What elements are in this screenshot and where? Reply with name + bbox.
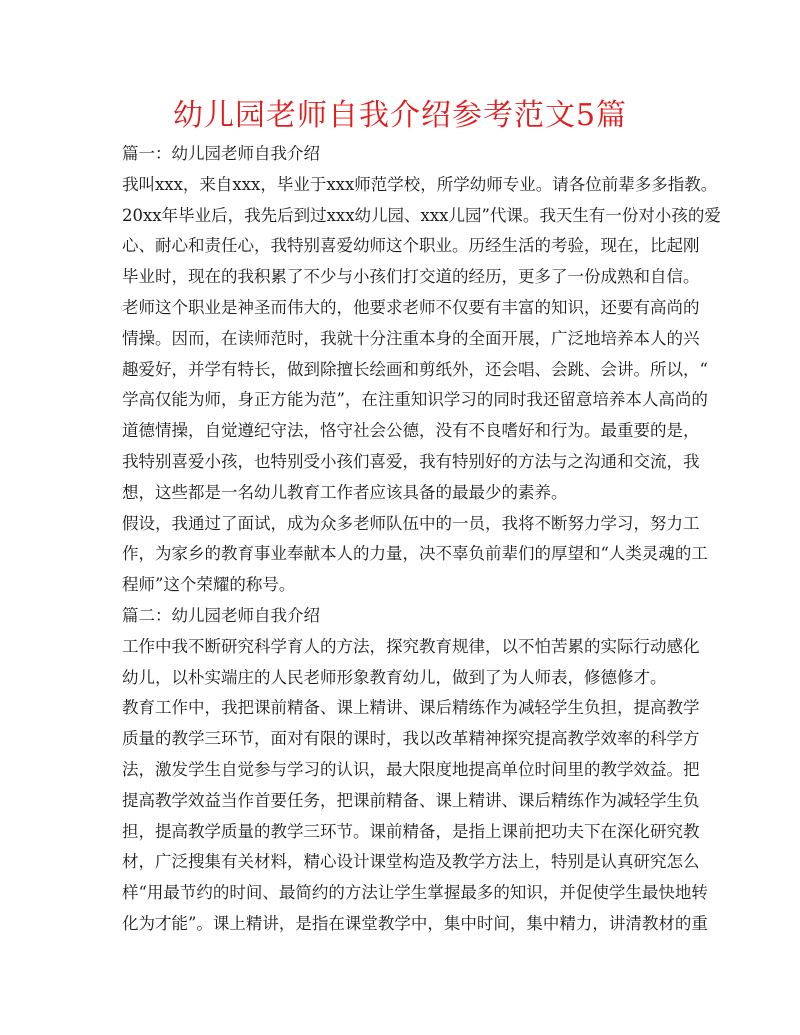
paragraph-line: 老师这个职业是神圣而伟大的，他要求老师不仅要有丰富的知识，还要有高尚的: [122, 297, 700, 317]
section-heading: 篇一：幼儿园老师自我介绍: [122, 144, 320, 163]
paragraph-line: 想，这些都是一名幼儿教育工作者应该具备的最最少的素养。: [122, 482, 568, 502]
paragraph-line: 情操。因而，在读师范时，我就十分注重本身的全面开展，广泛地培养本人的兴: [122, 328, 700, 348]
paragraph-line: 趣爱好，并学有特长，做到除擅长绘画和剪纸外，还会唱、会跳、会讲。所以，“: [122, 359, 708, 379]
paragraph-line: 质量的教学三环节，面对有限的课时，我以改革精神探究提高教学效率的科学方: [122, 729, 700, 749]
paragraph-line: 材，广泛搜集有关材料，精心设计课堂构造及教学方法上，特别是认真研究怎么: [122, 852, 700, 872]
paragraph-line: 我特别喜爱小孩，也特别受小孩们喜爱，我有特别好的方法与之沟通和交流，我: [122, 451, 700, 471]
paragraph-line: 心、耐心和责任心，我特别喜爱幼师这个职业。历经生活的考验，现在，比起刚: [122, 236, 700, 256]
paragraph-line: 担，提高教学质量的教学三环节。课前精备，是指上课前把功夫下在深化研究教: [122, 821, 700, 841]
paragraph-line: 工作中我不断研究科学育人的方法，探究教育规律，以不怕苦累的实际行动感化: [122, 636, 700, 656]
paragraph-line: 20xx年毕业后，我先后到过xxx幼儿园、xxx儿园”代课。我天生有一份对小孩的爱: [122, 205, 721, 225]
paragraph-line: 学高仅能为师，身正方能为范”，在注重知识学习的同时我还留意培养本人高尚的: [122, 390, 708, 410]
paragraph-line: 我叫xxx，来自xxx，毕业于xxx师范学校，所学幼师专业。请各位前辈多多指教。: [122, 174, 718, 194]
document-body: [122, 139, 721, 940]
paragraph-line: 假设，我通过了面试，成为众多老师队伍中的一员，我将不断努力学习，努力工: [122, 513, 700, 533]
paragraph-line: 法，激发学生自觉参与学习的认识，最大限度地提高单位时间里的教学效益。把: [122, 759, 700, 779]
section-heading: 篇二：幼儿园老师自我介绍: [122, 605, 320, 625]
paragraph-line: 毕业时，现在的我积累了不少与小孩们打交道的经历，更多了一份成熟和自信。: [122, 267, 700, 287]
paragraph-line: 样“用最节约的时间、最简约的方法让学生掌握最多的知识，并促使学生最快地转: [122, 883, 708, 903]
paragraph-line: 提高教学效益当作首要任务，把课前精备、课上精讲、课后精练作为减轻学生负: [122, 790, 700, 810]
paragraph-line: 道德情操，自觉遵纪守法，恪守社会公德，没有不良嗜好和行为。最重要的是，: [122, 421, 700, 441]
paragraph-line: 化为才能”。课上精讲，是指在课堂教学中，集中时间，集中精力，讲清教材的重: [122, 913, 708, 933]
paragraph-line: 作，为家乡的教育事业奉献本人的力量，决不辜负前辈们的厚望和“人类灵魂的工: [122, 544, 708, 564]
paragraph-line: 教育工作中，我把课前精备、课上精讲、课后精练作为减轻学生负担，提高教学: [122, 698, 700, 718]
paragraph-line: 幼儿，以朴实端庄的人民老师形象教育幼儿，做到了为人师表，修德修才。: [122, 667, 667, 687]
document-title: 幼儿园老师自我介绍参考范文5篇: [172, 98, 628, 133]
paragraph-line: 程师”这个荣耀的称号。: [122, 575, 296, 595]
